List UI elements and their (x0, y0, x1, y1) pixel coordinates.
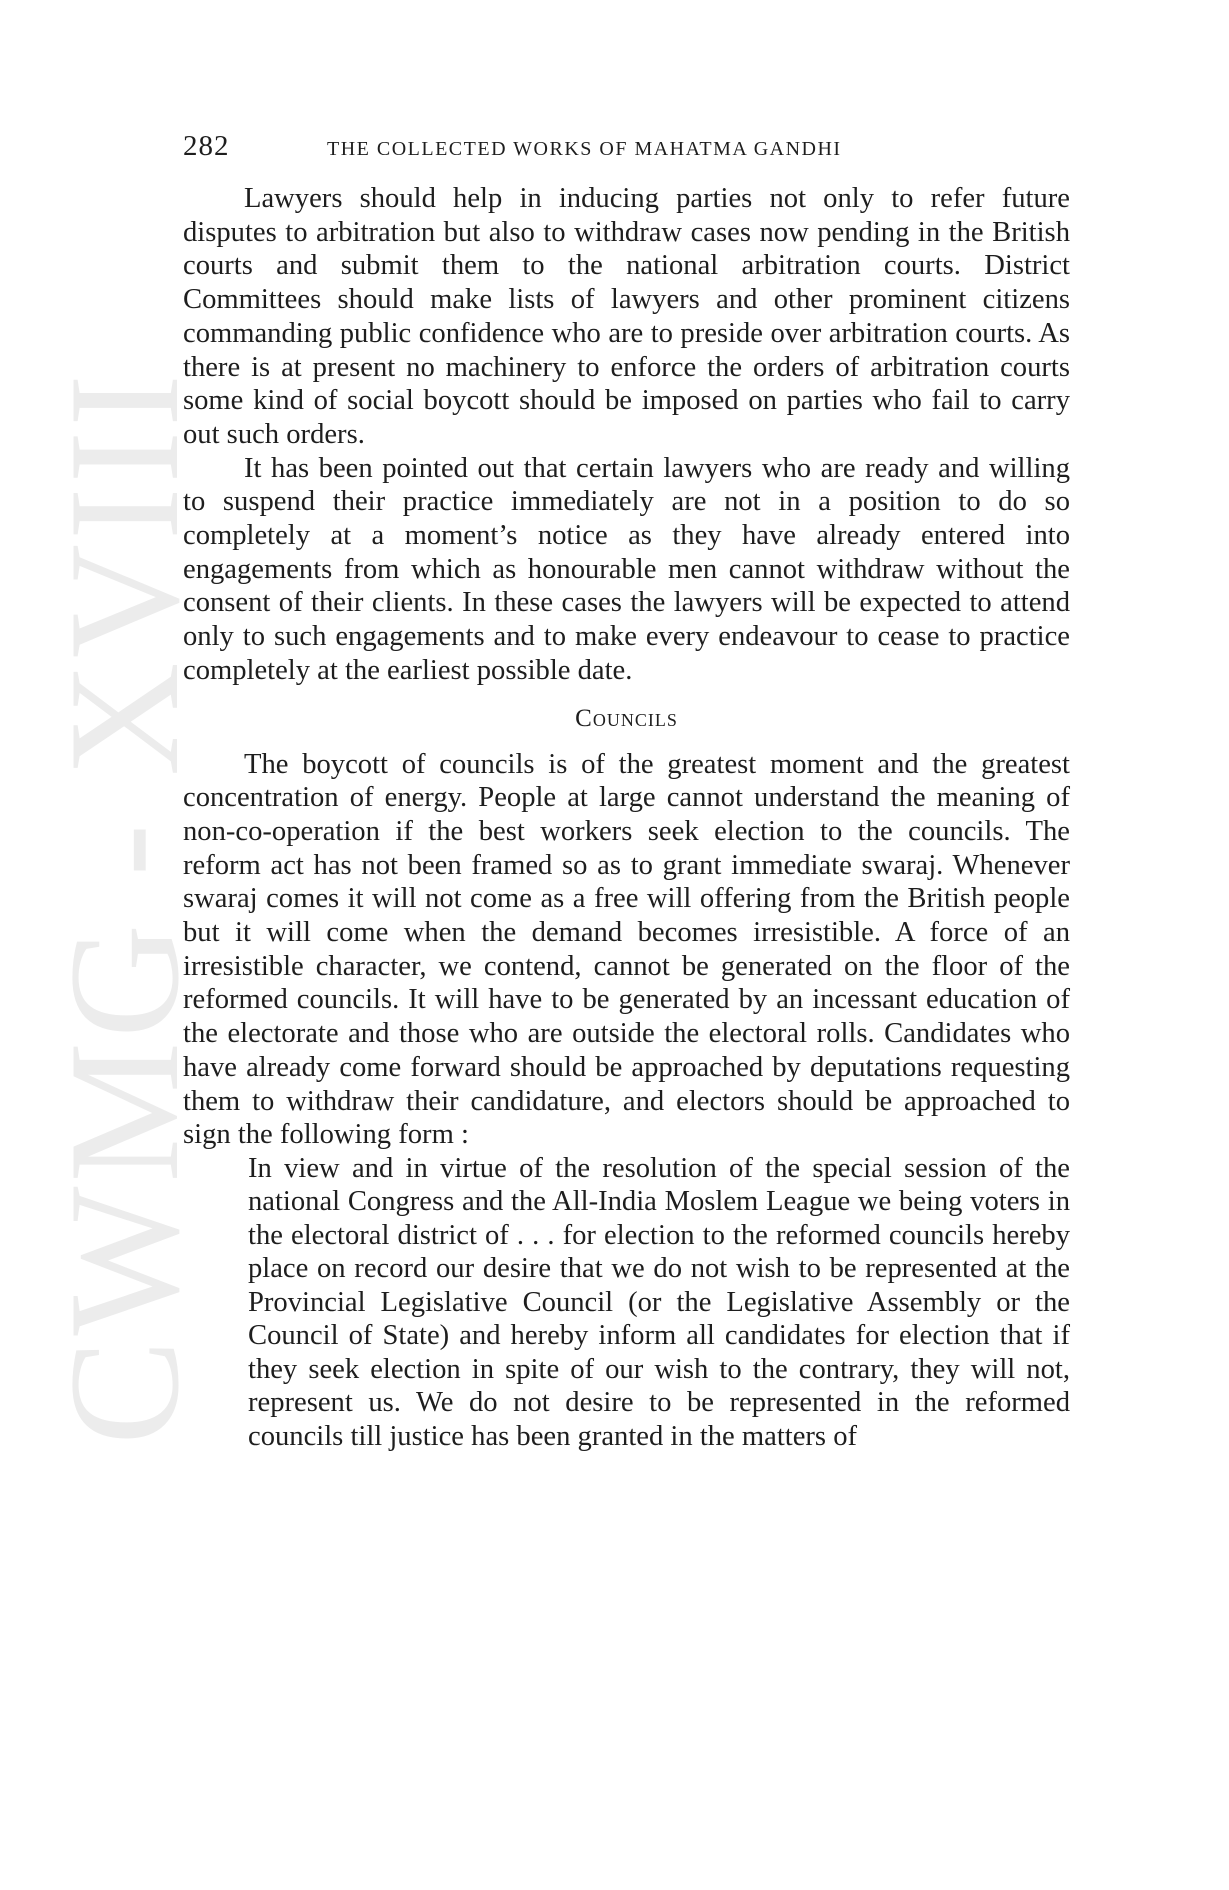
quoted-voter-form: In view and in virtue of the resolution of the special session of the national Congress and the All-India Moslem League we being voters in the electoral district of . . . for election to the reformed councils hereby place on record our desire that we do not wish to be represented at the Provincial Legislative Council (or the Legislative Assembly or the Council of State) and hereby inform all candidates for election that if they seek election in spite of our wish to the contrary, they will not, represent us. We do not desire to be represented in the reformed councils till justice has been granted in the matters of (248, 1152, 1070, 1452)
paragraph-lawyers-arbitration: Lawyers should help in inducing parties not only to refer future disputes to arbitration but also to withdraw cases now pending in the British courts and submit them to the national arbitration courts. District Committees should make lists of lawyers and other prominent citizens commanding public confidence who are to preside over arbitration courts. As there is at present no machinery to enforce the orders of arbitration courts some kind of social boycott should be imposed on parties who fail to carry out such orders. (183, 183, 1070, 450)
page-number: 282 (183, 130, 230, 162)
running-head (183, 124, 1070, 164)
document-page (183, 124, 1070, 1453)
running-title: THE COLLECTED WORKS OF MAHATMA GANDHI (327, 138, 842, 160)
paragraph-lawyers-suspension: It has been pointed out that certain lawyers who are ready and willing to suspend their practice immediately are not in a position to do so completely at a moment’s notice as they have already entered into engagements from which as honourable men cannot withdraw without the consent of their clients. In these cases the lawyers will be expected to attend only to such engagements and to make every endeavour to cease to practice completely at the earliest possible date. (183, 452, 1070, 686)
watermark-text: CWMG - XVIII (37, 370, 212, 1445)
paragraph-councils-boycott: The boycott of councils is of the greatest moment and the greatest concentration of energy. People at large cannot understand the meaning of non-co-operation if the best workers seek election to the councils. The reform act has not been framed so as to grant immediate swaraj. Whenever swaraj comes it will not come as a free will offering from the British people but it will come when the demand becomes irresistible. A force of an irresistible character, we contend, cannot be generated on the floor of the reformed councils. It will have to be generated by an incessant education of the electorate and those who are outside the electoral rolls. Candidates who have already come forward should be approached by deputations requesting them to withdraw their candidature, and electors should be approached to sign the following form : (183, 748, 1070, 1151)
section-heading-councils: Councils (575, 704, 678, 732)
